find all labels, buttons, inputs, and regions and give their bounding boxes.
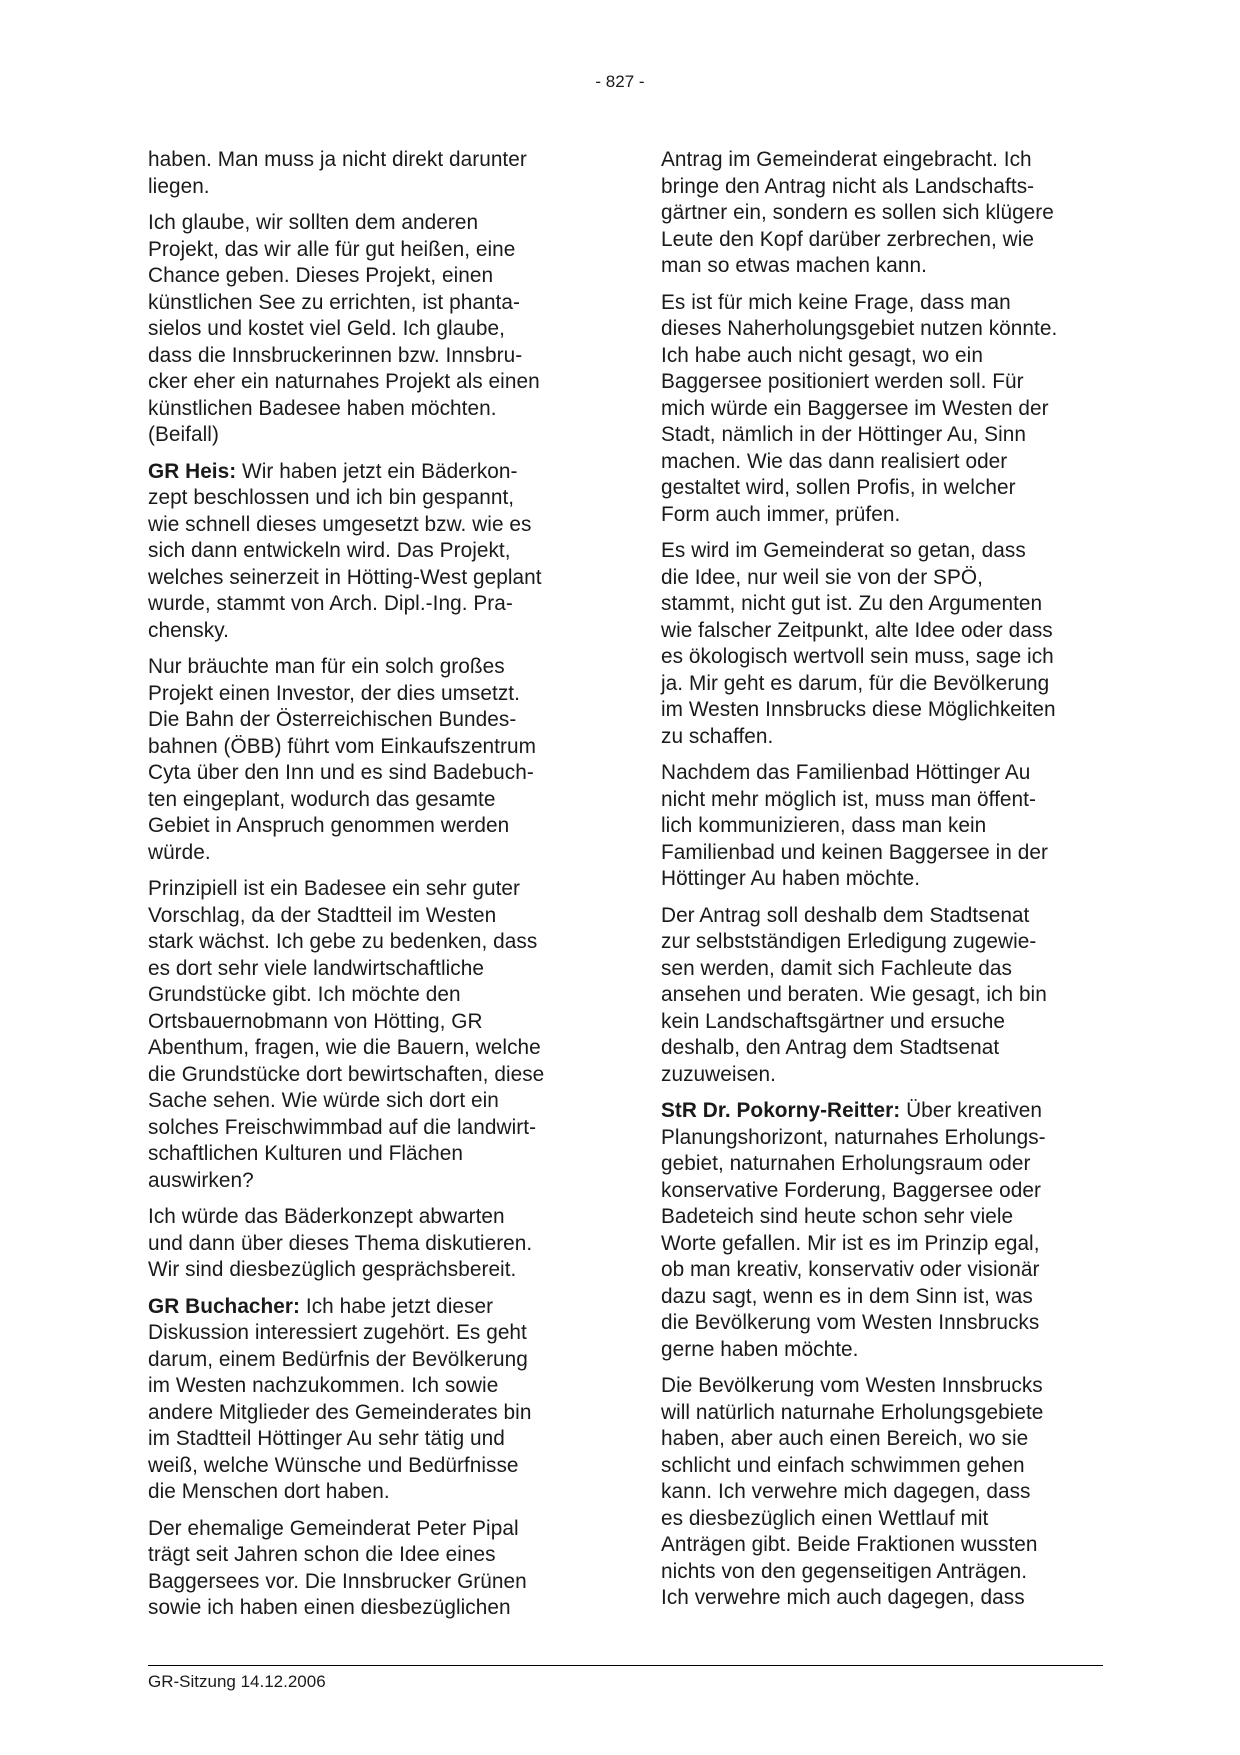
speaker-name: GR Heis:: [148, 459, 237, 483]
speaker-name: GR Buchacher:: [148, 1294, 301, 1318]
paragraph: [148, 147, 590, 200]
paragraph: [661, 1373, 1103, 1612]
paragraph: [661, 903, 1103, 1089]
paragraph-text: Ich glaube, wir sollten dem anderen Projekt, das wir alle für gut heißen, eine Chance geben. Dieses Projekt, einen künstlichen See zu errichten, ist phanta- sielos und kostet viel Geld. Ich glaube, dass die Innsbruckerinnen bzw. Innsbru- cker eher ein naturnahes Projekt als einen künstlichen Badesee haben möchten. (Beifall): [148, 211, 540, 446]
paragraph-text: Antrag im Gemeinderat eingebracht. Ich bringe den Antrag nicht als Landschafts- gärtner ein, sondern es sollen sich klügere Leute den Kopf darüber zerbrechen, wie man so etwas machen kann.: [661, 148, 1054, 277]
paragraph: [148, 654, 590, 866]
paragraph-text: Über kreativen Planungshorizont, naturnahes Erholungs- gebiet, naturnahen Erholungsraum oder konservative Forderung, Baggersee oder Badeteich sind heute schon sehr viele Worte gefallen. Mir ist es im Prinzip egal, ob man kreativ, konservativ oder visionär dazu sagt, wenn es in dem Sinn ist, was die Bevölkerung vom Westen Innsbrucks gerne haben möchte.: [661, 1099, 1046, 1361]
paragraph-text: Wir haben jetzt ein Bäderkon- zept beschlossen und ich bin gespannt, wie schnell dieses umgesetzt bzw. wie es sich dann entwickeln wird. Das Projekt, welches seinerzeit in Hötting-West geplant wurde, stammt von Arch. Dipl.-Ing. Pra- chensky.: [148, 459, 542, 642]
paragraph-text: Nur bräuchte man für ein solch großes Projekt einen Investor, der dies umsetzt. Die Bahn der Österreichischen Bundes- bahnen (ÖBB) führt vom Einkaufszentrum Cyta über den Inn und es sind Badebuch- ten eingeplant, wodurch das gesamte Gebiet in Anspruch genommen werden würde.: [148, 655, 536, 864]
paragraph: [148, 1294, 590, 1506]
paragraph: [148, 1204, 590, 1284]
footer-divider: [148, 1665, 1103, 1666]
paragraph: [148, 210, 590, 449]
paragraph-text: Nachdem das Familienbad Höttinger Au nicht mehr möglich ist, muss man öffent- lich kommunizieren, dass man kein Familienbad und keinen Baggersee in der Höttinger Au haben möchte.: [661, 761, 1048, 890]
right-column: [661, 147, 1103, 1622]
paragraph: [661, 538, 1103, 750]
paragraph-text: haben. Man muss ja nicht direkt darunter liegen.: [148, 148, 527, 198]
paragraph: [148, 876, 590, 1194]
paragraph: [661, 290, 1103, 529]
paragraph-text: Ich würde das Bäderkonzept abwarten und dann über dieses Thema diskutieren. Wir sind diesbezüglich gesprächsbereit.: [148, 1205, 533, 1281]
paragraph: [661, 1098, 1103, 1363]
paragraph: [661, 760, 1103, 893]
page-number: - 827 -: [595, 72, 645, 91]
paragraph: [148, 1516, 590, 1622]
paragraph-text: Ich habe jetzt dieser Diskussion interessiert zugehört. Es geht darum, einem Bedürfnis der Bevölkerung im Westen nachzukommen. Ich sowie andere Mitglieder des Gemeinderates bin im Stadtteil Höttinger Au sehr tätig und weiß, welche Wünsche und Bedürfnisse die Menschen dort haben.: [148, 1294, 532, 1503]
paragraph-text: Es wird im Gemeinderat so getan, dass die Idee, nur weil sie von der SPÖ, stammt, nicht gut ist. Zu den Argumenten wie falscher Zeitpunkt, alte Idee oder dass es ökologisch wertvoll sein muss, sage ich ja. Mir geht es darum, für die Bevölkerung im Westen Innsbrucks diese Möglichkeiten zu schaffen.: [661, 539, 1056, 748]
speaker-name: StR Dr. Pokorny-Reitter:: [661, 1099, 901, 1122]
paragraph-text: Die Bevölkerung vom Westen Innsbrucks will natürlich naturnahe Erholungsgebiete haben, aber auch einen Bereich, wo sie schlicht und einfach schwimmen gehen kann. Ich verwehre mich dagegen, dass es diesbezüglich einen Wettlauf mit Anträgen gibt. Beide Fraktionen wussten nichts von den gegenseitigen Anträgen. Ich verwehre mich auch dagegen, dass: [661, 1374, 1044, 1609]
left-column: [148, 147, 590, 1632]
paragraph-text: Der ehemalige Gemeinderat Peter Pipal trägt seit Jahren schon die Idee eines Baggersees vor. Die Innsbrucker Grünen sowie ich haben einen diesbezüglichen: [148, 1516, 527, 1619]
paragraph-text: Der Antrag soll deshalb dem Stadtsenat zur selbstständigen Erledigung zugewie- sen werden, damit sich Fachleute das ansehen und beraten. Wie gesagt, ich bin kein Landschaftsgärtner und ersuche deshalb, den Antrag dem Stadtsenat zuzuweisen.: [661, 903, 1047, 1086]
footer-session-date: GR-Sitzung 14.12.2006: [148, 1672, 326, 1691]
paragraph: [661, 147, 1103, 280]
paragraph-text: Prinzipiell ist ein Badesee ein sehr guter Vorschlag, da der Stadtteil im Westen stark wächst. Ich gebe zu bedenken, dass es dort sehr viele landwirtschaftliche Grundstücke gibt. Ich möchte den Ortsbauernobmann von Hötting, GR Abenthum, fragen, wie die Bauern, welche die Grundstücke dort bewirtschaften, diese Sache sehen. Wie würde sich dort ein solches Freischwimmbad auf die landwirt- schaftlichen Kulturen und Flächen auswirken?: [148, 877, 545, 1192]
paragraph-text: Es ist für mich keine Frage, dass man dieses Naherholungsgebiet nutzen könnte. Ich habe auch nicht gesagt, wo ein Baggersee positioniert werden soll. Für mich würde ein Baggersee im Westen der Stadt, nämlich in der Höttinger Au, Sinn machen. Wie das dann realisiert oder gestaltet wird, sollen Profis, in welcher Form auch immer, prüfen.: [661, 290, 1058, 526]
paragraph: [148, 459, 590, 645]
